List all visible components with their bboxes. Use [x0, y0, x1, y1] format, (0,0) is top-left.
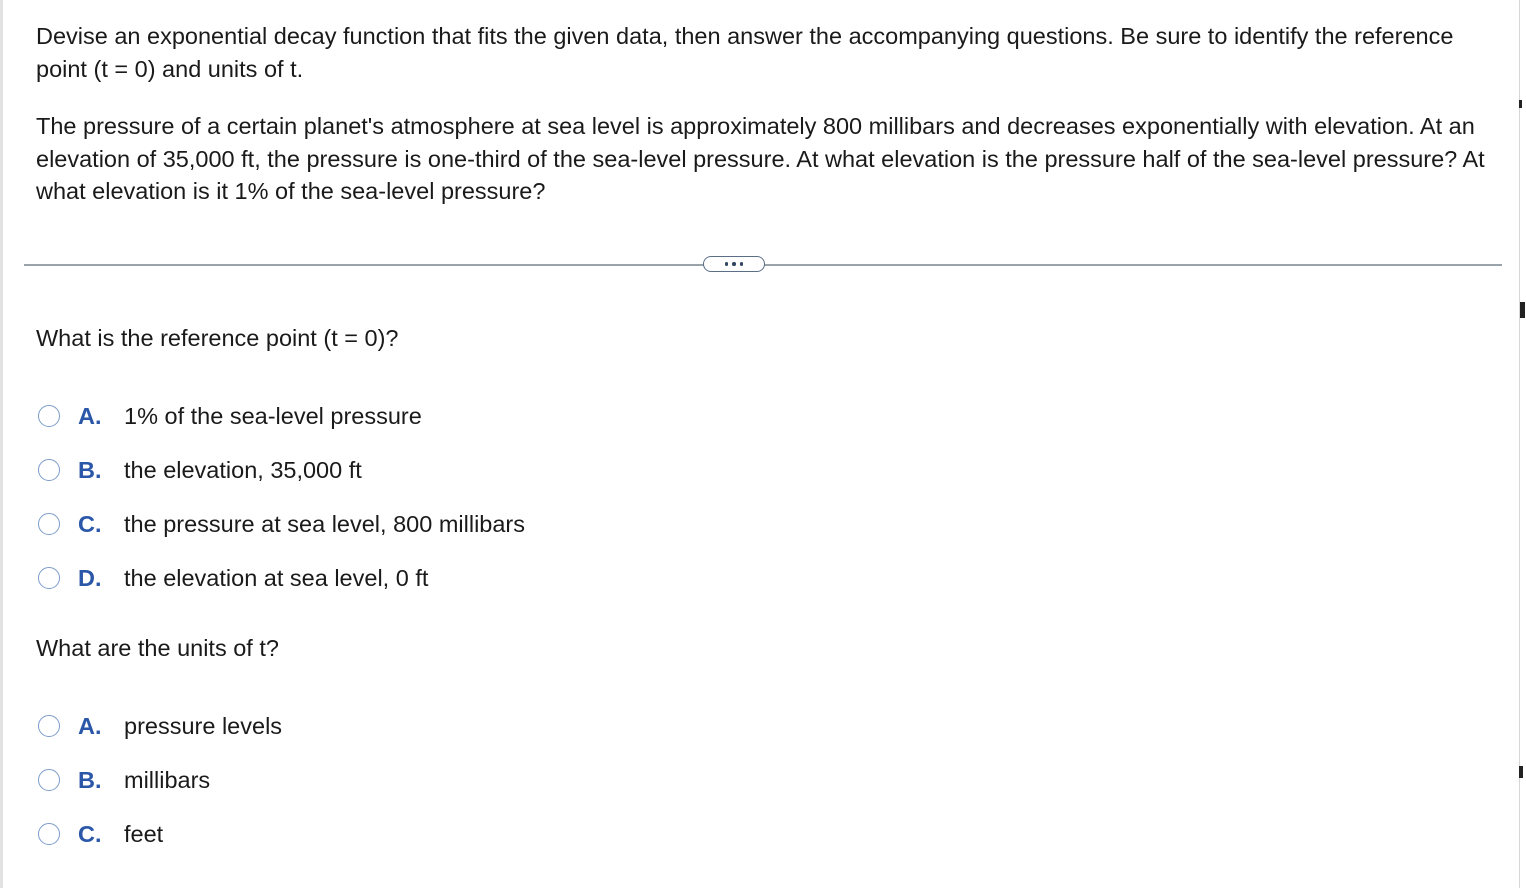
option-letter: B. [78, 456, 102, 483]
option-text: the elevation, 35,000 ft [124, 456, 362, 483]
more-options-button[interactable] [703, 256, 765, 272]
instructions-text: Devise an exponential decay function that fits the given data, then answer the accompanying questions. Be sure to identify the reference point (t = 0) and units of t. [36, 23, 1454, 82]
right-edge-marker [1519, 766, 1523, 778]
q1-option-b[interactable] [38, 454, 362, 486]
option-letter: A. [78, 402, 102, 429]
right-edge-marker [1519, 100, 1522, 108]
problem-text: The pressure of a certain planet's atmosphere at sea level is approximately 800 millibars and decreases exponentially with elevation. At an elevation of 35,000 ft, the pressure is one-third of the sea-level pressure. At what elevation is the pressure half of the sea-level pressure? At what elevation is it 1% of the sea-level pressure? [36, 113, 1485, 204]
radio-button[interactable] [38, 459, 60, 481]
ellipsis-icon [732, 262, 736, 266]
radio-button[interactable] [38, 513, 60, 535]
radio-button[interactable] [38, 715, 60, 737]
left-border [0, 0, 3, 888]
option-letter: C. [78, 820, 102, 847]
option-text: the pressure at sea level, 800 millibars [124, 510, 526, 537]
option-letter: C. [78, 510, 102, 537]
option-letter: A. [78, 712, 102, 739]
option-text: pressure levels [124, 712, 283, 739]
option-letter: B. [78, 766, 102, 793]
option-letter: D. [78, 564, 102, 591]
q1-option-a[interactable] [38, 400, 422, 432]
q1-option-d[interactable] [38, 562, 428, 594]
question-units-of-t: What are the units of t? [36, 635, 279, 661]
q2-option-a[interactable] [38, 710, 282, 742]
radio-button[interactable] [38, 567, 60, 589]
radio-button[interactable] [38, 823, 60, 845]
option-text: the elevation at sea level, 0 ft [124, 564, 429, 591]
option-text: 1% of the sea-level pressure [124, 402, 422, 429]
q2-option-c[interactable] [38, 818, 163, 850]
q2-option-b[interactable] [38, 764, 210, 796]
question-reference-point: What is the reference point (t = 0)? [36, 325, 399, 351]
right-edge-marker [1520, 302, 1525, 318]
q1-option-c[interactable] [38, 508, 525, 540]
radio-button[interactable] [38, 769, 60, 791]
option-text: millibars [124, 766, 211, 793]
ellipsis-icon [740, 262, 744, 266]
radio-button[interactable] [38, 405, 60, 427]
option-text: feet [124, 820, 164, 847]
right-border [1519, 0, 1520, 888]
ellipsis-icon [725, 262, 729, 266]
